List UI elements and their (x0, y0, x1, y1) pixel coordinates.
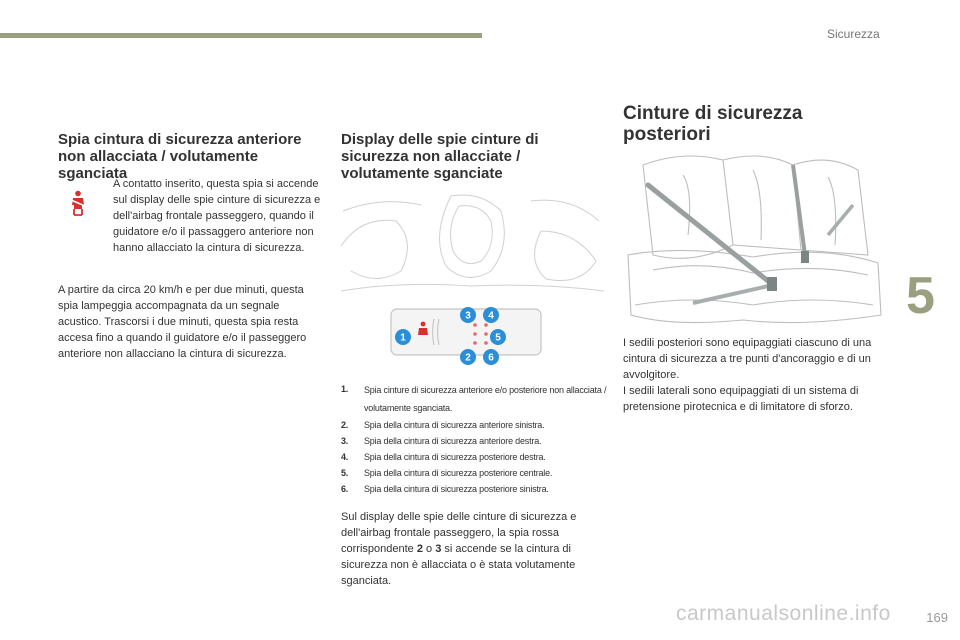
legend-item: 4. Spia della cintura di sicurezza posteriore destra. (341, 452, 546, 462)
legend-item: 1. Spia cinture di sicurezza anteriore e/o posteriore non allacciata / volutamente sganciata. (341, 384, 607, 413)
middle-body-text: Sul display delle spie delle cinture di sicurezza e dell'airbag frontale passeggero, la spia rossa corrispondente 2 o 3 si accende se la cintura di sicurezza non è allacciata o è stata volutamente sganciata. (341, 511, 577, 587)
page-number: 169 (926, 610, 948, 625)
seatbelt-warning-icon (68, 190, 88, 216)
badge-5: 5 (495, 332, 501, 344)
rear-seatbelt-illustration (623, 145, 884, 329)
middle-section-heading: Display delle spie cinture di sicurezza non allacciate / volutamente sganciate (341, 131, 539, 182)
badge-3: 3 (465, 310, 471, 322)
seatbelt-display-diagram (341, 191, 604, 372)
watermark: carmanualsonline.info (676, 602, 891, 625)
chapter-number: 5 (906, 267, 935, 325)
header-accent-bar (0, 33, 482, 38)
right-body-text-1: I sedili posteriori sono equipaggiati ciascuno di una cintura di sicurezza a tre punti d'ancoraggio e di un avvolgitore. (623, 337, 872, 381)
left-body-text: A partire da circa 20 km/h e per due minuti, questa spia lampeggia accompagnata da un segnale acustico. Trascorsi i due minuti, questa spia resta accesa fino a quando il guidatore e/o il passeggero anteriore non allacciano la cintura di sicurezza. (58, 284, 307, 360)
legend-item: 6. Spia della cintura di sicurezza posteriore sinistra. (341, 484, 549, 494)
left-section-heading: Spia cintura di sicurezza anteriore non allacciata / volutamente sganciata (58, 131, 302, 182)
badge-1: 1 (400, 332, 406, 344)
badge-6: 6 (488, 352, 494, 364)
badge-2: 2 (465, 352, 471, 364)
diagram-legend (341, 381, 609, 497)
right-section-heading: Cinture di sicurezza posteriori (623, 103, 803, 145)
badge-4: 4 (488, 310, 494, 322)
left-intro-text: A contatto inserito, questa spia si accende sul display delle spie cinture di sicurezza e dell'airbag frontale passeggero, quando il guidatore e/o il passaggero anteriore non hanno allacciato la cintura di sicurezza. (113, 178, 321, 254)
legend-item: 5. Spia della cintura di sicurezza posteriore centrale. (341, 468, 553, 478)
legend-item: 3. Spia della cintura di sicurezza anteriore destra. (341, 436, 542, 446)
legend-item: 2. Spia della cintura di sicurezza anteriore sinistra. (341, 420, 545, 430)
section-label: Sicurezza (827, 27, 880, 41)
right-body-text-2: I sedili laterali sono equipaggiati di un sistema di pretensione pirotecnica e di limitatore di sforzo. (623, 385, 859, 413)
